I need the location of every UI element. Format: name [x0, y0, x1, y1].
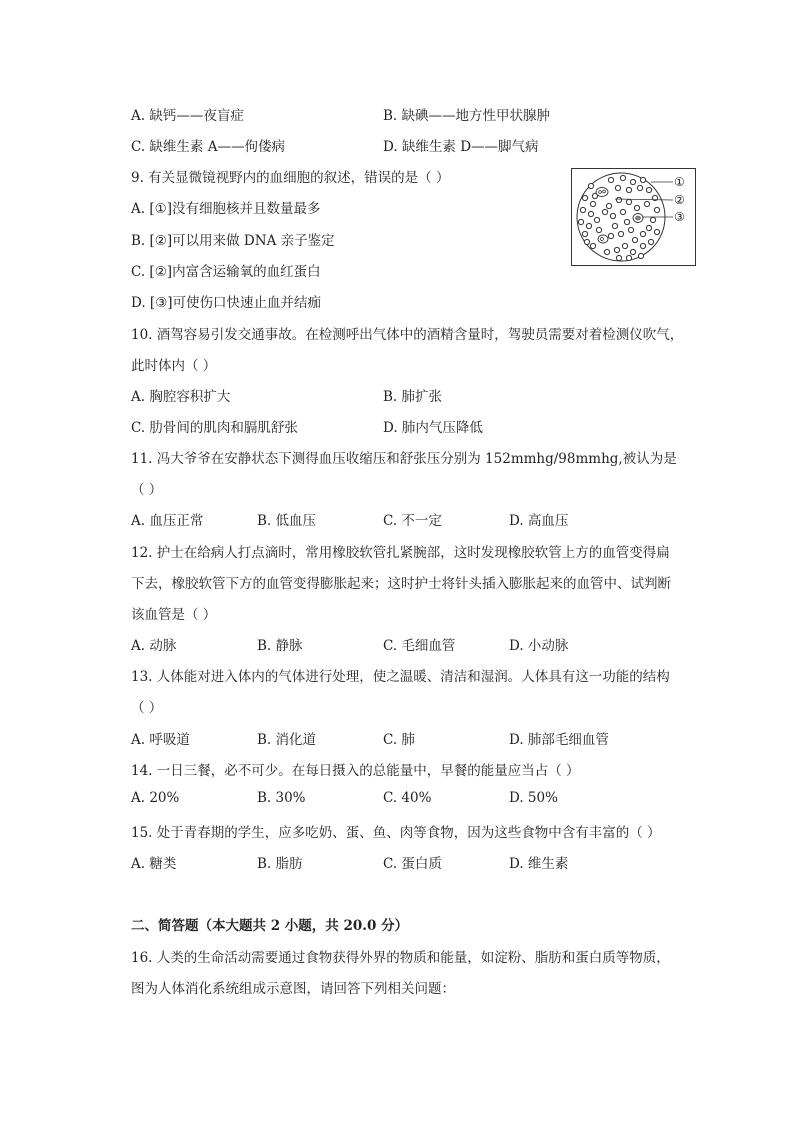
q13-stem-line1: 13. 人体能对进入体内的气体进行处理，使之温暖、清洁和湿润。人体具有这一功能的结构	[131, 669, 670, 685]
red-blood-cell	[620, 175, 625, 180]
q15-option-d: D. 维生素	[509, 856, 569, 872]
red-blood-cell	[588, 183, 593, 188]
q8-option-d: D. 缺维生素 D——脚气病	[383, 139, 539, 155]
q12-stem-line1: 12. 护士在给病人打点滴时，常用橡胶软管扎紧腕部，这时发现橡胶软管上方的血管变得扁	[131, 545, 670, 561]
red-blood-cell	[582, 231, 587, 236]
red-blood-cell	[640, 243, 645, 248]
red-blood-cell	[594, 217, 599, 222]
red-blood-cell	[615, 185, 620, 190]
q16-stem-line1: 16. 人类的生命活动需要通过食物获得外界的物质和能量，如淀粉、脂肪和蛋白质等物质，	[131, 950, 670, 966]
red-blood-cell	[634, 205, 639, 210]
section-heading-short-answer: 二、简答题（本大题共 2 小题，共 20.0 分）	[131, 918, 409, 934]
q14-option-b: B. 30%	[257, 790, 306, 806]
q10-option-b: B. 肺扩张	[383, 389, 443, 405]
microscope-field-svg	[571, 168, 696, 266]
red-blood-cell	[614, 247, 619, 252]
red-blood-cell	[630, 249, 635, 254]
q11-option-b: B. 低血压	[257, 513, 317, 529]
figure-label-1: ①	[674, 175, 685, 189]
red-blood-cell	[640, 177, 645, 182]
q12-stem-line2: 下去，橡胶软管下方的血管变得膨胀起来；这时护士将针头插入膨胀起来的血管中、试判断	[131, 576, 671, 592]
red-blood-cell	[578, 219, 583, 224]
q10-option-a: A. 胸腔容积扩大	[131, 389, 231, 405]
red-blood-cell	[622, 243, 627, 248]
q13-option-d: D. 肺部毛细血管	[509, 732, 609, 748]
red-blood-cell	[626, 187, 631, 192]
red-blood-cell	[590, 243, 595, 248]
figure-label-2: ②	[674, 193, 685, 207]
q14-stem: 14. 一日三餐，必不可少。在每日摄入的总能量中，早餐的能量应当占（ ）	[131, 763, 580, 779]
red-blood-cell	[646, 225, 651, 230]
red-blood-cell	[596, 227, 601, 232]
red-blood-cell	[586, 223, 591, 228]
red-blood-cell	[628, 227, 633, 232]
red-blood-cell	[654, 229, 659, 234]
red-blood-cell	[648, 239, 653, 244]
red-blood-cell	[618, 231, 623, 236]
red-blood-cell	[612, 223, 617, 228]
q13-option-a: A. 呼吸道	[131, 732, 190, 748]
blood-cell-microscope-figure	[571, 168, 696, 266]
q9-option-b: B. [②]可以用来做 DNA 亲子鉴定	[131, 233, 335, 249]
q10-option-d: D. 肺内气压降低	[383, 420, 483, 436]
red-blood-cell	[638, 253, 643, 258]
q10-stem-line1: 10. 酒驾容易引发交通事故。在检测呼出气体中的酒精含量时，驾驶员需要对着检测仪吹气，	[131, 327, 684, 343]
red-blood-cell	[606, 203, 611, 208]
red-blood-cell	[608, 233, 613, 238]
red-blood-cells	[578, 175, 659, 260]
red-blood-cell	[604, 249, 609, 254]
q13-stem-line2: （ ）	[131, 700, 163, 716]
q15-option-b: B. 脂肪	[257, 856, 303, 872]
q8-option-c: C. 缺维生素 A——佝偻病	[131, 139, 285, 155]
red-blood-cell	[582, 195, 587, 200]
q12-option-b: B. 静脉	[257, 638, 303, 654]
q12-option-d: D. 小动脉	[509, 638, 569, 654]
red-blood-cell	[650, 217, 655, 222]
q9-stem: 9. 有关显微镜视野内的血细胞的叙述，错误的是（ ）	[131, 170, 450, 186]
q13-option-b: B. 消化道	[257, 732, 317, 748]
q11-stem-line1: 11. 冯大爷爷在安静状态下测得血压收缩压和舒张压分别为 152mmhg/98mmhg,被认为是	[131, 451, 677, 467]
red-blood-cell	[626, 199, 631, 204]
q11-option-d: D. 高血压	[509, 513, 569, 529]
q9-option-d: D. [③]可使伤口快速止血并结痂	[131, 295, 322, 311]
red-blood-cell	[637, 185, 642, 190]
q15-option-c: C. 蛋白质	[383, 856, 442, 872]
red-blood-cell	[580, 207, 585, 212]
figure-label-3: ③	[674, 210, 685, 224]
q11-option-c: C. 不一定	[383, 513, 442, 529]
red-blood-cell	[590, 201, 595, 206]
q14-option-a: A. 20%	[131, 790, 180, 806]
red-blood-cell	[610, 213, 615, 218]
q9-option-a: A. [①]没有细胞核并且数量最多	[131, 201, 321, 217]
q15-stem: 15. 处于青春期的学生，应多吃奶、蛋、鱼、肉等食物，因为这些食物中含有丰富的（ ）	[131, 825, 661, 841]
red-blood-cell	[620, 209, 625, 214]
q11-option-a: A. 血压正常	[131, 513, 204, 529]
red-blood-cell	[584, 239, 589, 244]
red-blood-cell	[632, 237, 637, 242]
q13-option-c: C. 肺	[383, 732, 415, 748]
red-blood-cell	[644, 201, 649, 206]
q12-option-c: C. 毛细血管	[383, 638, 456, 654]
q8-option-a: A. 缺钙——夜盲症	[131, 108, 244, 124]
red-blood-cell	[588, 211, 593, 216]
red-blood-cell	[624, 219, 629, 224]
red-blood-cell	[640, 231, 645, 236]
q15-option-a: A. 糖类	[131, 856, 177, 872]
red-blood-cell	[630, 179, 635, 184]
q16-stem-line2: 图为人体消化系统组成示意图，请回答下列相关问题：	[131, 981, 455, 997]
q10-stem-line2: 此时体内（ ）	[131, 358, 217, 374]
q8-option-b: B. 缺碘——地方性甲状腺肿	[383, 108, 551, 124]
red-blood-cell	[616, 197, 621, 202]
q12-option-a: A. 动脉	[131, 638, 177, 654]
red-blood-cell	[626, 255, 631, 260]
q10-option-c: C. 肋骨间的肌肉和膈肌舒张	[131, 420, 298, 436]
red-blood-cell	[654, 207, 659, 212]
q12-stem-line3: 该血管是（ ）	[131, 607, 217, 623]
q14-option-c: C. 40%	[383, 790, 432, 806]
red-blood-cell	[646, 187, 651, 192]
q14-option-d: D. 50%	[509, 790, 558, 806]
q11-stem-line2: （ ）	[131, 482, 163, 498]
red-blood-cell	[608, 177, 613, 182]
red-blood-cell	[616, 255, 621, 260]
red-blood-cell	[602, 209, 607, 214]
q9-option-c: C. [②]内富含运输氧的血红蛋白	[131, 264, 321, 280]
